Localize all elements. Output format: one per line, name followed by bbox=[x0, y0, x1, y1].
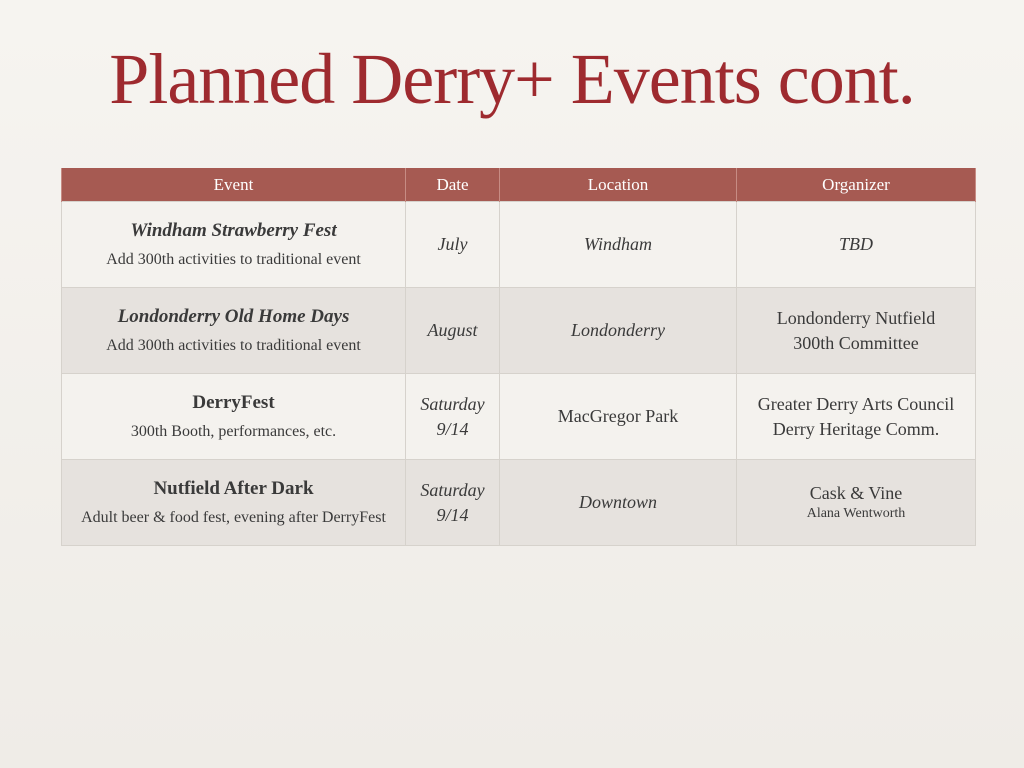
event-description: Add 300th activities to traditional event bbox=[106, 250, 361, 268]
header-event: Event bbox=[62, 168, 406, 202]
date-line: 9/14 bbox=[436, 418, 469, 439]
event-cell bbox=[62, 460, 406, 546]
header-organizer: Organizer bbox=[737, 168, 976, 202]
organizer-line: Greater Derry Arts Council bbox=[757, 394, 955, 415]
date-cell bbox=[406, 460, 500, 546]
event-cell bbox=[62, 374, 406, 460]
organizer-cell bbox=[737, 460, 976, 546]
event-description: 300th Booth, performances, etc. bbox=[130, 422, 337, 440]
location-cell: Downtown bbox=[500, 460, 737, 546]
event-name: Windham Strawberry Fest bbox=[130, 220, 337, 242]
date-line: 9/14 bbox=[436, 504, 469, 525]
event-name: Nutfield After Dark bbox=[153, 478, 314, 500]
event-cell bbox=[62, 288, 406, 374]
location-cell: Londonderry bbox=[500, 288, 737, 374]
table-row bbox=[62, 202, 976, 288]
slide-title: Planned Derry+ Events cont. bbox=[109, 39, 915, 119]
location-cell: Windham bbox=[500, 202, 737, 288]
header-location: Location bbox=[500, 168, 737, 202]
organizer-cell bbox=[737, 288, 976, 374]
organizer-line: Derry Heritage Comm. bbox=[772, 418, 940, 439]
table-header-row bbox=[62, 168, 976, 202]
event-cell bbox=[62, 202, 406, 288]
organizer-line: Cask & Vine bbox=[809, 482, 903, 503]
date-line: Saturday bbox=[420, 480, 485, 501]
table-row bbox=[62, 460, 976, 546]
date-cell: July bbox=[406, 202, 500, 288]
organizer-line: 300th Committee bbox=[793, 332, 919, 353]
organizer-cell bbox=[737, 374, 976, 460]
location-cell: MacGregor Park bbox=[500, 374, 737, 460]
table-row bbox=[62, 374, 976, 460]
organizer-contact: Alana Wentworth bbox=[806, 506, 906, 522]
event-description: Adult beer & food fest, evening after DerryFest bbox=[81, 508, 386, 526]
event-name: DerryFest bbox=[192, 392, 275, 414]
organizer-line: Londonderry Nutfield bbox=[776, 308, 936, 329]
date-cell: August bbox=[406, 288, 500, 374]
organizer-cell: TBD bbox=[737, 202, 976, 288]
event-name: Londonderry Old Home Days bbox=[117, 306, 350, 328]
event-description: Add 300th activities to traditional event bbox=[106, 336, 361, 354]
date-line: Saturday bbox=[420, 394, 485, 415]
header-date: Date bbox=[406, 168, 500, 202]
events-table bbox=[61, 168, 976, 546]
date-cell bbox=[406, 374, 500, 460]
table-row bbox=[62, 288, 976, 374]
